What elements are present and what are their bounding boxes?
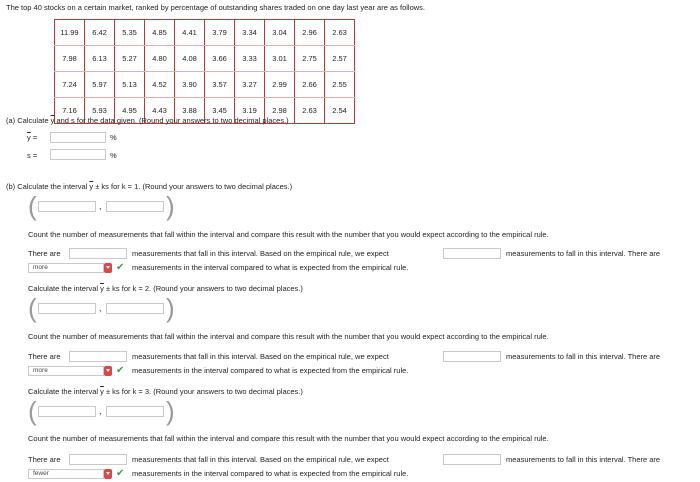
table-cell: 3.79 bbox=[205, 20, 235, 46]
table-cell: 5.13 bbox=[115, 72, 145, 98]
interval-k1-lower-input[interactable] bbox=[38, 201, 96, 212]
part-b-prompt-k1: (b) Calculate the interval $\overline{y}$ ± ks for k = 1. (Round your answers to two decimal places.) bbox=[6, 182, 293, 191]
interval-k2-comma: , bbox=[99, 303, 102, 313]
count-input-k2[interactable] bbox=[69, 351, 127, 362]
mid-text-k2: measurements that fall in this interval. Based on the empirical rule, we expect bbox=[132, 352, 389, 361]
table-cell: 3.19 bbox=[235, 98, 265, 124]
table-cell: 5.97 bbox=[85, 72, 115, 98]
check-icon: ✔ bbox=[116, 262, 125, 273]
interval-k3-comma: , bbox=[99, 406, 102, 416]
part-b-prompt-k2: Calculate the interval $\overline{y}$ ± ks for k = 2. (Round your answers to two decimal places.) bbox=[28, 284, 303, 293]
table-cell: 4.85 bbox=[145, 20, 175, 46]
s-percent: % bbox=[110, 151, 117, 160]
interval-k3-upper-input[interactable] bbox=[106, 406, 164, 417]
right-text-k2: measurements to fall in this interval. There are bbox=[506, 352, 661, 361]
there-are-label-k3: There are bbox=[28, 455, 61, 464]
table-cell: 3.57 bbox=[205, 72, 235, 98]
table-cell: 7.98 bbox=[55, 46, 85, 72]
dropdown-arrow-icon[interactable] bbox=[104, 263, 112, 273]
table-cell: 4.43 bbox=[145, 98, 175, 124]
table-cell: 4.80 bbox=[145, 46, 175, 72]
expected-input-k3[interactable] bbox=[443, 454, 501, 465]
count-instruction-k1: Count the number of measurements that fall within the interval and compare this result with the number that you would expect according to the empirical rule. bbox=[28, 230, 549, 239]
y-bar-percent: % bbox=[110, 133, 117, 142]
table-cell: 2.75 bbox=[295, 46, 325, 72]
count-instruction-k2: Count the number of measurements that fall within the interval and compare this result with the number that you would expect according to the empirical rule. bbox=[28, 332, 549, 341]
table-cell: 2.63 bbox=[295, 98, 325, 124]
table-cell: 6.13 bbox=[85, 46, 115, 72]
table-row bbox=[55, 72, 355, 98]
s-label: s = bbox=[27, 151, 38, 160]
there-are-label-k2: There are bbox=[28, 352, 61, 361]
table-cell: 11.99 bbox=[55, 20, 85, 46]
interval-k3-lower-input[interactable] bbox=[38, 406, 96, 417]
data-table bbox=[54, 19, 355, 124]
compare-select-k2[interactable]: more bbox=[28, 366, 104, 376]
right-text-k3: measurements to fall in this interval. There are bbox=[506, 455, 661, 464]
table-cell: 3.01 bbox=[265, 46, 295, 72]
count-instruction-k3: Count the number of measurements that fall within the interval and compare this result with the number that you would expect according to the empirical rule. bbox=[28, 434, 549, 443]
table-cell: 4.95 bbox=[115, 98, 145, 124]
right-text-k1: measurements to fall in this interval. There are bbox=[506, 249, 661, 258]
table-cell: 7.16 bbox=[55, 98, 85, 124]
interval-k1-upper-input[interactable] bbox=[106, 201, 164, 212]
table-cell: 7.24 bbox=[55, 72, 85, 98]
y-bar-input[interactable] bbox=[50, 132, 106, 143]
table-cell: 3.27 bbox=[235, 72, 265, 98]
table-cell: 6.42 bbox=[85, 20, 115, 46]
interval-k1-comma: , bbox=[99, 201, 102, 211]
table-cell: 3.33 bbox=[235, 46, 265, 72]
interval-k2-lower-input[interactable] bbox=[38, 303, 96, 314]
table-cell: 3.45 bbox=[205, 98, 235, 124]
check-icon: ✔ bbox=[116, 365, 125, 376]
table-cell: 4.08 bbox=[175, 46, 205, 72]
dropdown-arrow-icon[interactable] bbox=[104, 469, 112, 479]
table-cell: 2.54 bbox=[332, 106, 347, 115]
table-cell: 5.35 bbox=[115, 20, 145, 46]
check-icon: ✔ bbox=[116, 468, 125, 479]
count-input-k1[interactable] bbox=[69, 248, 127, 259]
compare-text-k3: measurements in the interval compared to what is expected from the empirical rule. bbox=[132, 469, 409, 478]
interval-k2-open-paren: ( bbox=[28, 293, 37, 323]
interval-k1-close-paren: ) bbox=[166, 191, 175, 221]
table-cell: 4.41 bbox=[175, 20, 205, 46]
compare-select-k3[interactable]: fewer bbox=[28, 469, 104, 479]
compare-select-k1[interactable]: more bbox=[28, 263, 104, 273]
table-cell: 3.66 bbox=[205, 46, 235, 72]
interval-k3-close-paren: ) bbox=[166, 396, 175, 426]
table-cell: 3.90 bbox=[175, 72, 205, 98]
there-are-label-k1: There are bbox=[28, 249, 61, 258]
mid-text-k3: measurements that fall in this interval. Based on the empirical rule, we expect bbox=[132, 455, 389, 464]
table-cell: 2.55 bbox=[325, 72, 355, 98]
table-cell: 2.57 bbox=[325, 46, 355, 72]
table-cell: 2.99 bbox=[265, 72, 295, 98]
table-cell: 2.63 bbox=[325, 20, 355, 46]
part-b-prompt-k3: Calculate the interval $\overline{y}$ ± ks for k = 3. (Round your answers to two decimal places.) bbox=[28, 387, 303, 396]
s-input[interactable] bbox=[50, 149, 106, 160]
table-cell: 2.98 bbox=[265, 98, 295, 124]
table-cell: 5.93 bbox=[85, 98, 115, 124]
compare-text-k1: measurements in the interval compared to what is expected from the empirical rule. bbox=[132, 263, 409, 272]
table-cell: 3.88 bbox=[175, 98, 205, 124]
table-row bbox=[55, 46, 355, 72]
expected-input-k1[interactable] bbox=[443, 248, 501, 259]
mid-text-k1: measurements that fall in this interval. Based on the empirical rule, we expect bbox=[132, 249, 389, 258]
table-cell: 5.27 bbox=[115, 46, 145, 72]
table-cell: 3.04 bbox=[265, 20, 295, 46]
dropdown-arrow-icon[interactable] bbox=[104, 366, 112, 376]
table-cell: 2.66 bbox=[295, 72, 325, 98]
table-cell: 2.96 bbox=[295, 20, 325, 46]
expected-input-k2[interactable] bbox=[443, 351, 501, 362]
table-cell: 4.52 bbox=[145, 72, 175, 98]
interval-k3-open-paren: ( bbox=[28, 396, 37, 426]
problem-intro: The top 40 stocks on a certain market, ranked by percentage of outstanding shares traded on one day last year are as follows. bbox=[6, 3, 425, 12]
count-input-k3[interactable] bbox=[69, 454, 127, 465]
table-cell: 3.34 bbox=[235, 20, 265, 46]
compare-text-k2: measurements in the interval compared to what is expected from the empirical rule. bbox=[132, 366, 409, 375]
table-row bbox=[55, 20, 355, 46]
part-a-prompt: (a) Calculate $\overline{y}$ and s for the data given. (Round your answers to two decimal places.) bbox=[6, 116, 289, 125]
interval-k2-upper-input[interactable] bbox=[106, 303, 164, 314]
interval-k2-close-paren: ) bbox=[166, 293, 175, 323]
y-bar-label: $\overline{y}$ = bbox=[27, 133, 38, 142]
interval-k1-open-paren: ( bbox=[28, 191, 37, 221]
